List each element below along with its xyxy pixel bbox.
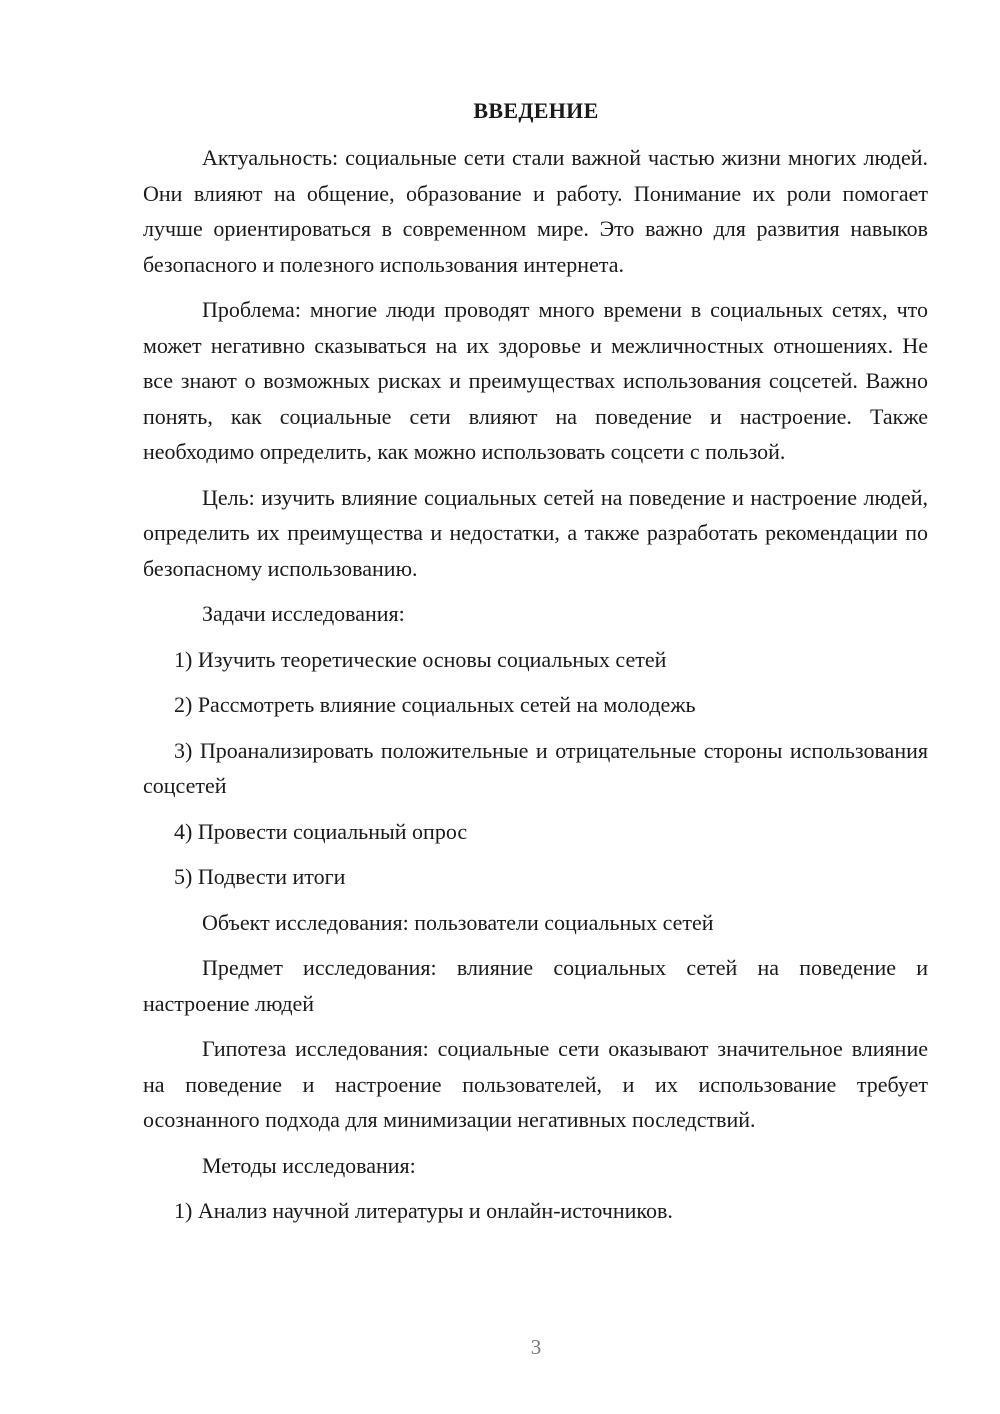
paragraph-subject: Предмет исследования: влияние социальных сетей на поведение и настроение людей (143, 955, 928, 1016)
document-body (143, 140, 928, 1239)
paragraph-hypothesis: Гипотеза исследования: социальные сети оказывают значительное влияние на поведение и настроение пользователей, и их использование требует осознанного подхода для минимизации негативных последствий. (143, 1036, 928, 1132)
paragraph-goal: Цель: изучить влияние социальных сетей на поведение и настроение людей, определить их преимущества и недостатки, а также разработать рекомендации по безопасному использованию. (143, 484, 928, 581)
paragraph-problem: Проблема: многие люди проводят много времени в социальных сетях, что может негативно сказываться на их здоровье и межличностных отношениях. Не все знают о возможных рисках и преимуществах использования соцсетей. Важно понять, как социальные сети влияют на поведение и настроение. Также необходимо определить, как можно использовать соцсети с пользой. (143, 297, 928, 464)
list-item-task-3: 3) Проанализировать положительные и отрицательные стороны использования соцсетей (143, 737, 928, 798)
list-item-task-1: 1) Изучить теоретические основы социальных сетей (174, 646, 667, 672)
list-item-task-5: 5) Подвести итоги (174, 864, 346, 889)
paragraph-relevance: Актуальность: социальные сети стали важной частью жизни многих людей. Они влияют на общение, образование и работу. Понимание их роли помогает лучше ориентироваться в современном мире. Это важно для развития навыков безопасного и полезного использования интернета. (143, 145, 928, 277)
tasks-heading: Задачи исследования: (202, 601, 405, 626)
page-number: 3 (530, 1335, 542, 1359)
list-item-method-1: 1) Анализ научной литературы и онлайн-источников. (174, 1198, 673, 1223)
paragraph-object: Объект исследования: пользователи социальных сетей (202, 909, 714, 935)
list-item-task-4: 4) Провести социальный опрос (174, 818, 468, 844)
page-title: ВВЕДЕНИЕ (473, 98, 599, 123)
methods-heading: Методы исследования: (202, 1152, 416, 1178)
list-item-task-2: 2) Рассмотреть влияние социальных сетей на молодежь (174, 692, 696, 717)
